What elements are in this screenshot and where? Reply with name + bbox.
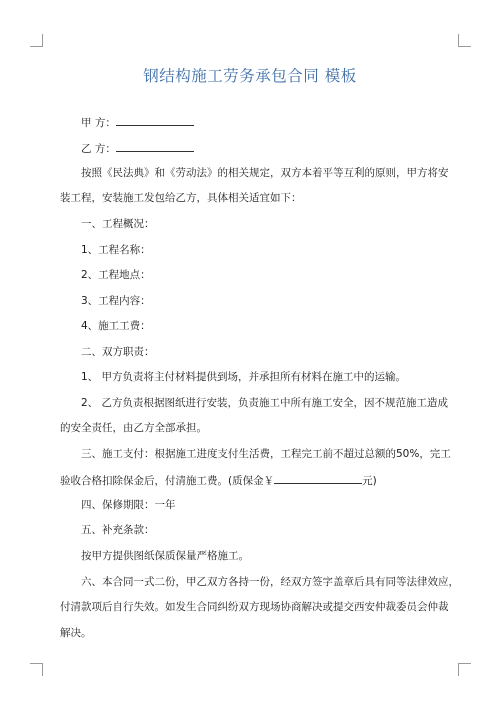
intro-line-2: 装工程，安装施工发包给乙方，具体相关适宜如下： bbox=[60, 192, 302, 204]
party-a-line bbox=[81, 114, 194, 130]
warranty-deposit-blank[interactable] bbox=[274, 472, 362, 484]
section-6-line-3: 解决。 bbox=[60, 627, 92, 639]
party-b-label: 乙 方： bbox=[81, 143, 116, 155]
section-6-line-2: 付清款项后自行失效。如发生合同纠纷双方现场协商解决或提交西安仲裁委员会仲裁 bbox=[60, 601, 449, 613]
section-3-unit: 元) bbox=[362, 475, 377, 487]
item-construction-fee: 4、施工工费： bbox=[81, 320, 151, 332]
section-3-line-2 bbox=[60, 472, 377, 488]
section-4: 四、保修期限：一年 bbox=[81, 499, 176, 511]
crop-mark-top-right bbox=[458, 34, 471, 47]
section-6-line-1: 六、本合同一式二份，甲乙双方各持一份，经双方签字盖章后具有同等法律效应， bbox=[81, 576, 459, 588]
party-a-label: 甲 方： bbox=[81, 117, 116, 129]
section-5-title: 五、补充条款： bbox=[81, 524, 155, 536]
section-5-text: 按甲方提供图纸保质保量严格施工。 bbox=[81, 550, 249, 562]
duty-1: 1、 甲方负责将主付材料提供到场，并承担所有材料在施工中的运输。 bbox=[81, 371, 407, 383]
duty-2-line-1: 2、 乙方负责根据图纸进行安装，负责施工中所有施工安全，因不规范施工造成 bbox=[81, 397, 449, 409]
party-a-blank[interactable] bbox=[116, 114, 194, 126]
section-3-line-1: 三、施工支付：根据施工进度支付生活费，工程完工前不超过总额的50%，完工 bbox=[81, 448, 451, 460]
item-project-name: 1、工程名称： bbox=[81, 244, 151, 256]
item-project-content: 3、工程内容： bbox=[81, 295, 151, 307]
party-b-line bbox=[81, 140, 194, 156]
crop-mark-top-left bbox=[30, 34, 43, 47]
intro-line-1: 按照《民法典》和《劳动法》的相关规定，双方本着平等互利的原则，甲方将安 bbox=[81, 167, 449, 179]
section-1-title: 一、工程概况： bbox=[81, 218, 155, 230]
document-title: 钢结构施工劳务承包合同 模板 bbox=[143, 67, 357, 85]
section-2-title: 二、双方职责： bbox=[81, 346, 155, 358]
duty-2-line-2: 的安全责任，由乙方全部承担。 bbox=[60, 422, 207, 434]
party-b-blank[interactable] bbox=[116, 140, 194, 152]
section-3-text: 验收合格扣除保金后，付清施工费。(质保金￥ bbox=[60, 475, 275, 487]
crop-mark-bottom-right bbox=[458, 663, 471, 676]
item-project-location: 2、工程地点： bbox=[81, 269, 151, 281]
crop-mark-bottom-left bbox=[30, 663, 43, 676]
